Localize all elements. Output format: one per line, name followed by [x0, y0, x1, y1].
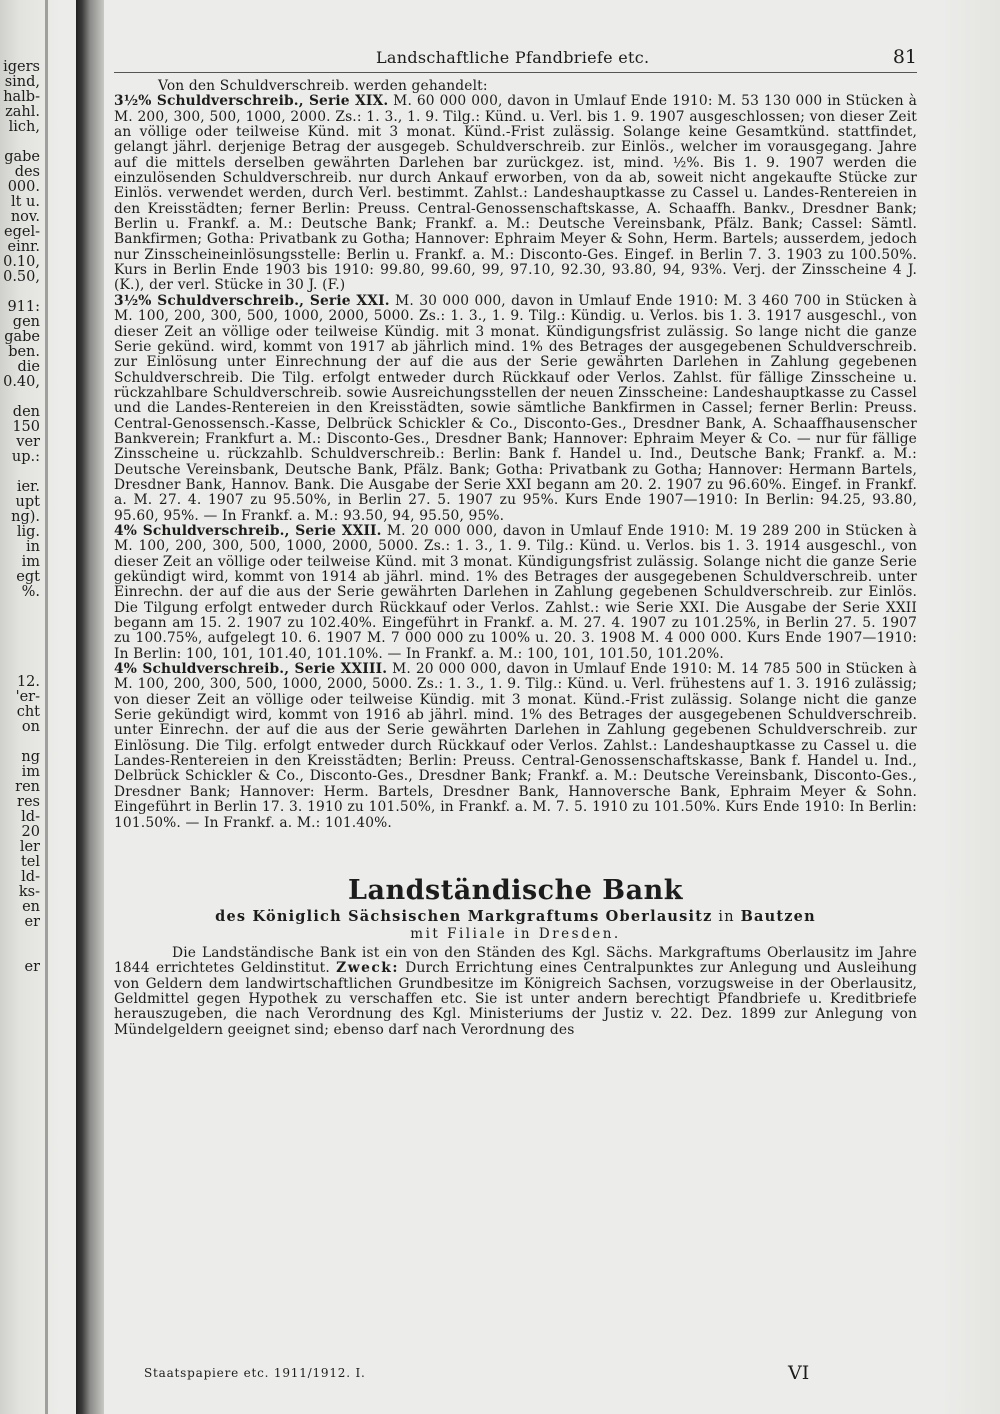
previous-page-fragment: 0.10, — [3, 254, 40, 270]
previous-page-fragment: lig. — [16, 524, 40, 540]
previous-page-fragment: gabe — [4, 329, 40, 345]
previous-page-fragment: in — [26, 539, 40, 555]
previous-page-column — [0, 60, 40, 1160]
previous-page-fragment — [0, 735, 40, 750]
previous-page-fragment — [0, 390, 40, 405]
previous-page-fragment: %. — [21, 584, 40, 600]
previous-page-fragment — [0, 615, 40, 630]
previous-page-fragment: cht — [16, 704, 40, 720]
previous-page-fragment: ver — [16, 434, 40, 450]
previous-page-fragment: 0.40, — [3, 374, 40, 390]
previous-page-fragment — [0, 465, 40, 480]
footer-sheet-number: VI — [788, 1362, 810, 1384]
page-content — [114, 40, 917, 1038]
running-header — [114, 40, 917, 70]
previous-page-fragment: ren — [15, 779, 40, 795]
bank-subtitle-in: in — [712, 908, 741, 925]
previous-page-fragment: up.: — [11, 449, 40, 465]
previous-page-fragment: einr. — [7, 239, 40, 255]
previous-page-fragment: 150 — [12, 419, 40, 435]
zweck-label: Zweck: — [336, 960, 399, 977]
intro-line: Von den Schuldverschreib. werden gehandelt: — [158, 78, 488, 94]
previous-page-fragment: ng). — [11, 509, 40, 525]
serie-xxii-heading: 4% Schuldverschreib., Serie XXII. — [114, 522, 382, 539]
previous-page-fragment: ks- — [18, 884, 40, 900]
bank-text-2: Durch Errichtung eines Centralpunktes zur Anlegung und Ausleihung von Geldern dem landwirtschaftlichen Grundbesitze im Königreich Sachsen, vorzugsweise in der Oberlausitz, Geldmittel gegen Hypothek zu verschaffen etc. Sie ist unter andern berechtigt Pfandbriefe u. Kreditbriefe herauszugeben, die nach Verordnung des Kgl. Ministeriums der Justiz v. 22. Dez. 1899 zur Anlegung von Mündelgeldern geeignet sind; ebenso darf nach Verordnung des — [114, 960, 917, 1038]
previous-page-fragment — [0, 660, 40, 675]
previous-page-fragment: ld- — [21, 809, 40, 825]
previous-page-fragment: nov. — [10, 209, 40, 225]
previous-page-fragment: ler — [19, 839, 40, 855]
bank-text-1: Die Landständische Bank ist ein von den Ständen des Kgl. Sächs. Markgraftums Oberlausitz im Jahre 1844 errichtetes Geldinstitut. — [114, 944, 917, 977]
bank-subtitle-city: Bautzen — [740, 907, 816, 925]
previous-page-fragment: lich, — [8, 119, 40, 135]
previous-page-fragment — [0, 600, 40, 615]
previous-page-fragment: lt u. — [10, 194, 40, 210]
previous-page-fragment: egel- — [4, 224, 40, 240]
page-number: 81 — [892, 46, 917, 68]
bank-branch: mit Filiale in Dresden. — [410, 925, 621, 942]
previous-page-fragment: ier. — [16, 479, 40, 495]
previous-page-fragment — [0, 135, 40, 150]
footer-signature: Staatspapiere etc. 1911/1912. I. — [144, 1366, 366, 1380]
previous-page-fragment: gen — [12, 314, 40, 330]
previous-page-fragment — [0, 285, 40, 300]
binding-gutter — [76, 0, 104, 1414]
header-rule — [114, 72, 917, 73]
previous-page-fragment: er — [24, 959, 40, 975]
serie-xxiii-text: M. 20 000 000, davon in Umlauf Ende 1910: M. 14 785 500 in Stücken à M. 100, 200, 300, 500, 1000, 2000, 5000. Zs.: 1. 3., 1. 9. Tilg.: Künd. u. Verl. frühestens auf 1. 3. 1916 zulässig; von dieser Zeit an völlige oder teilweise Kündig. mit 3 monat. Künd.-Frist zulässig. Solange nicht die ganze Serie gekündigt wird, kommt von 1916 ab jährl. mind. 1% des Betrages der ausgegebenen Schuldverschreib. unter Einrechn. der auf die aus der Serie gewährten Darlehen in Zahlung gegebenen Schuldverschreib. zur Einlösung. Die Tilg. erfolgt entweder durch Rückkauf oder Verlos. Zahlst.: Landeshauptkasse zu Cassel u. die Landes-Rentereien in den Kreisstädten; Berlin: Preuss. Central-Genossenschaftskasse, Bank f. Handel u. Ind., Delbrück Schickler & Co., Disconto-Ges., Dresdner Bank; Frankf. a. M.: Deutsche Vereinsbank, Disconto-Ges., Dresdner Bank; Hannover: Herm. Bartels, Dresdner Bank, Hannoversche Bank, Ephraim Meyer & Sohn. Eingeführt in Berlin 17. 3. 1910 zu 101.50%, in Frankf. a. M. 7. 5. 1910 zu 101.50%. Kurs Ende 1910: In Berlin: 101.50%. — In Frankf. a. M.: 101.40%. — [114, 661, 917, 831]
previous-page-fragment: egt — [16, 569, 40, 585]
previous-page-fragment — [0, 645, 40, 660]
bank-subtitle — [114, 908, 917, 925]
bank-subtitle-part-1: des Königlich Sächsischen Markgraftums Oberlausitz — [215, 907, 713, 925]
previous-page-fragment: ld- — [21, 869, 40, 885]
previous-page-fragment: 12. — [16, 674, 40, 690]
previous-page-fragment: im — [21, 554, 40, 570]
previous-page-fragment: halb- — [3, 89, 40, 105]
serie-xix-text: M. 60 000 000, davon in Umlauf Ende 1910: M. 53 130 000 in Stücken à M. 200, 300, 500, 1000, 2000. Zs.: 1. 3., 1. 9. Tilg.: Künd. u. Verl. bis 1. 9. 1907 ausgeschlossen; von dieser Zeit an völlige oder teilweise Künd. mit 3 monat. Künd.-Frist zulässig. Solange keine Gesamtkünd. stattfindet, gelangt jährl. derjenige Betrag der ausgegeb. Schuldverschreib. zur Einlös., welcher im vorausgegang. Jahre auf die mittels derselben gewährten Darlehen bar zurückgez. ist, mind. ½%. Bis 1. 9. 1907 werden die einzulösenden Schuldverschreib. nur durch Ankauf erworben, von da ab, soweit nicht angekaufte Stücke zur Einlös. verwendet werden, durch Verl. bestimmt. Zahlst.: Landeshauptkasse zu Cassel u. Landes-Rentereien in den Kreisstädten; ferner Berlin: Preuss. Central-Genossenschaftskasse, A. Schaaffh. Bankv., Dresdner Bank; Berlin u. Frankf. a. M.: Deutsche Bank; Frankf. a. M.: Deutsche Vereinsbank, Pfälz. Bank; Cassel: Sämtl. Bankfirmen; Gotha: Privatbank zu Gotha; Hannover: Ephraim Meyer & Sohn, Herm. Bartels; ausserdem, jedoch nur Zinsscheineinlösungsstelle: Berlin u. Frankf. a. M.: Disconto-Ges. Eingef. in Berlin 7. 3. 1903 zu 100.50%. Kurs in Berlin Ende 1903 bis 1910: 99.80, 99.60, 99, 97.10, 92.30, 93.80, 94, 93%. Verj. der Zinsscheine 4 J. (K.), der verl. Stücke in 30 J. (F.) — [114, 93, 917, 294]
previous-page-fragment — [0, 930, 40, 945]
previous-page-fragment: igers — [3, 60, 40, 75]
series-list — [114, 79, 917, 831]
previous-page-fragment: gabe — [4, 149, 40, 165]
binding-line — [45, 0, 48, 1414]
previous-page-fragment: 'er- — [15, 689, 40, 705]
previous-page-fragment — [0, 630, 40, 645]
bank-section — [114, 875, 917, 942]
previous-page-fragment: 000. — [7, 179, 40, 195]
serie-xix-heading: 3½% Schuldverschreib., Serie XIX. — [114, 93, 389, 110]
bank-description — [114, 946, 917, 1038]
previous-page-fragment: zahl. — [5, 104, 40, 120]
previous-page-fragment: die — [17, 359, 40, 375]
previous-page-fragment: im — [21, 764, 40, 780]
previous-page-fragment: ng — [21, 749, 40, 765]
serie-xxii-text: M. 20 000 000, davon in Umlauf Ende 1910: M. 19 289 200 in Stücken à M. 100, 200, 300, 500, 1000, 2000, 5000. Zs.: 1. 3., 1. 9. Tilg.: Künd. u. Verlos. bis 1. 3. 1914 ausgeschl., von dieser Zeit an völlige oder teilweise Künd. mit 3 monat. Kündigungsfrist zulässig. Solange nicht die ganze Serie gekündigt wird, kommt von 1914 ab jährl. mind. 1% des Betrages der ausgegebenen Schuldverschreib. unter Einrechn. der auf die aus der Serie gewährten Darlehen in Zahlung gegebenen Schuldverschreib. zur Einlös. Die Tilgung erfolgt entweder durch Rückkauf oder Verlos. Zahlst.: wie Serie XXI. Die Ausgabe der Serie XXII begann am 15. 2. 1907 zu 102.40%. Eingeführt in Frankf. a. M. 27. 4. 1907 zu 101.25%, in Berlin 27. 5. 1907 zu 100.75%, aufgelegt 10. 6. 1907 M. 7 000 000 zu 100% u. 20. 3. 1908 M. 4 000 000. Kurs Ende 1907—1910: In Berlin: 100, 101, 101.40, 101.10%. — In Frankf. a. M.: 100, 101, 101.50, 101.20%. — [114, 522, 917, 662]
previous-page-fragment: tel — [20, 854, 40, 870]
previous-page-fragment: ben. — [8, 344, 40, 360]
previous-page-fragment: en — [22, 899, 40, 915]
serie-xxi-heading: 3½% Schuldverschreib., Serie XXI. — [114, 292, 390, 309]
previous-page-fragment: 911: — [7, 299, 40, 315]
previous-page-fragment: den — [12, 404, 40, 420]
previous-page-fragment: er — [24, 914, 40, 930]
previous-page-fragment: sind, — [4, 74, 40, 90]
bank-title: Landständische Bank — [348, 874, 683, 906]
serie-xxiii — [114, 662, 917, 831]
serie-xix — [114, 94, 917, 293]
previous-page-fragment: res — [17, 794, 40, 810]
bank-paragraph — [114, 946, 917, 1038]
header-title: Landschaftliche Pfandbriefe etc. — [376, 48, 650, 67]
serie-xxii — [114, 524, 917, 662]
serie-xxiii-heading: 4% Schuldverschreib., Serie XXIII. — [114, 661, 388, 678]
previous-page-fragment: on — [21, 719, 40, 735]
previous-page-fragment: des — [14, 164, 40, 180]
previous-page-fragment: upt — [15, 494, 40, 510]
previous-page-fragment — [0, 945, 40, 960]
previous-page-fragment: 0.50, — [3, 269, 40, 285]
serie-xxi — [114, 294, 917, 524]
previous-page-fragment: 20 — [21, 824, 40, 840]
serie-xxi-text: M. 30 000 000, davon in Umlauf Ende 1910: M. 3 460 700 in Stücken à M. 100, 200, 300, 500, 1000, 2000, 5000. Zs.: 1. 3., 1. 9. Tilg.: Kündig. u. Verlos. bis 1. 3. 1917 ausgeschl., von dieser Zeit an völlige oder teilweise Kündig. mit 3 monat. Kündigungsfrist zulässig. So lange nicht die ganze Serie gekünd. wird, kommt von 1917 ab jährlich mind. 1% des Betrages der ausgegebenen Schuldverschreib. zur Einlösung unter Einrechnung der auf die aus der Serie gewährten Darlehen in Zahlung gegebenen Schuldverschreib. Die Tilg. erfolgt entweder durch Rückkauf oder Verlos. Zahlst. für fällige Zinsscheine u. rückzahlbare Schuldverschreib. sowie Ausreichungsstellen der neuen Zinsscheine: Landeshauptkasse zu Cassel und die Landes-Rentereien in den Kreisstädten, sowie sämtliche Bankfirmen in Cassel; ferner Berlin: Preuss. Central-Genossensch.-Kasse, Delbrück Schickler & Co., Disconto-Ges., Dresdner Bank, A. Schaaffhausenscher Bankverein; Frankfurt a. M.: Disconto-Ges., Dresdner Bank; Hannover: Ephraim Meyer & Co. — nur für fällige Zinsscheine u. rückzahlb. Schuldverschreib.: Berlin: Bank f. Handel u. Ind., Deutsche Bank; Frankf. a. M.: Deutsche Vereinsbank, Deutsche Bank, Pfälz. Bank; Gotha: Privatbank zu Gotha; Hannover: Hermann Bartels, Dresdner Bank, Hannov. Bank. Die Ausgabe der Serie XXI begann am 20. 2. 1907 zu 96.60%. Eingef. in Frankf. a. M. 27. 4. 1907 zu 95.50%, in Berlin 27. 5. 1907 zu 95%. Kurs Ende 1907—1910: In Berlin: 94.25, 93.80, 95.60, 95%. — In Frankf. a. M.: 93.50, 94, 95.50, 95%. — [114, 292, 917, 524]
